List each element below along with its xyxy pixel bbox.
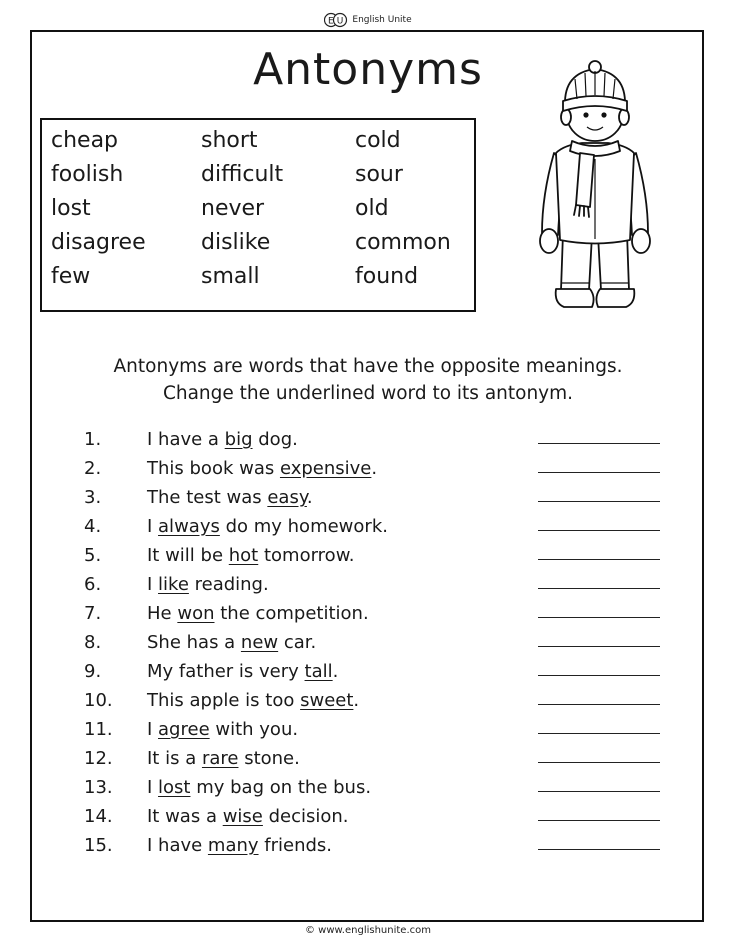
sentence-text-before: It will be <box>147 545 229 566</box>
question-sentence <box>147 690 359 711</box>
underlined-word: expensive <box>279 458 372 479</box>
answer-blank[interactable] <box>538 559 660 560</box>
brand-header <box>0 12 736 28</box>
underlined-word: lost <box>158 777 191 798</box>
question-number: 14. <box>84 806 113 827</box>
question-row <box>0 603 736 627</box>
sentence-text-after: . <box>353 690 360 711</box>
underlined-word: like <box>158 574 189 595</box>
answer-blank[interactable] <box>538 472 660 473</box>
word-bank <box>40 118 476 312</box>
sentence-text-after: . <box>371 458 378 479</box>
question-sentence <box>147 835 332 856</box>
sentence-text-after: decision. <box>262 806 349 827</box>
answer-blank[interactable] <box>538 704 660 705</box>
answer-blank[interactable] <box>538 733 660 734</box>
word-bank-word: old <box>355 196 389 221</box>
word-bank-word: found <box>355 264 419 289</box>
sentence-text-before: I have <box>147 835 208 856</box>
question-row <box>0 719 736 743</box>
underlined-word: many <box>207 835 259 856</box>
answer-blank[interactable] <box>538 820 660 821</box>
word-bank-word: sour <box>355 162 403 187</box>
question-number: 12. <box>84 748 113 769</box>
question-number: 8. <box>84 632 102 653</box>
answer-blank[interactable] <box>538 791 660 792</box>
answer-blank[interactable] <box>538 501 660 502</box>
question-number: 2. <box>84 458 102 479</box>
sentence-text-after: tomorrow. <box>258 545 355 566</box>
sentence-text-before: This book was <box>147 458 280 479</box>
sentence-text-before: I <box>147 777 159 798</box>
boy-illustration <box>534 55 656 313</box>
underlined-word: easy <box>267 487 307 508</box>
answer-blank[interactable] <box>538 849 660 850</box>
question-row <box>0 429 736 453</box>
word-bank-word: cold <box>355 128 401 153</box>
answer-blank[interactable] <box>538 588 660 589</box>
answer-blank[interactable] <box>538 762 660 763</box>
question-number: 7. <box>84 603 102 624</box>
question-sentence <box>147 429 298 450</box>
instructions-line-2: Change the underlined word to its antonym. <box>162 383 574 404</box>
brand-name: English Unite <box>352 15 412 25</box>
sentence-text-before: I have a <box>147 429 225 450</box>
question-sentence <box>147 487 313 508</box>
underlined-word: big <box>224 429 253 450</box>
question-row <box>0 835 736 859</box>
question-row <box>0 574 736 598</box>
question-sentence <box>147 545 354 566</box>
answer-blank[interactable] <box>538 675 660 676</box>
english-unite-logo-icon <box>324 12 348 28</box>
question-number: 1. <box>84 429 102 450</box>
answer-blank[interactable] <box>538 443 660 444</box>
question-row <box>0 661 736 685</box>
question-sentence <box>147 748 300 769</box>
question-sentence <box>147 777 371 798</box>
answer-blank[interactable] <box>538 617 660 618</box>
sentence-text-after: . <box>332 661 339 682</box>
question-number: 3. <box>84 487 102 508</box>
sentence-text-after: car. <box>278 632 317 653</box>
question-number: 6. <box>84 574 102 595</box>
question-number: 11. <box>84 719 113 740</box>
underlined-word: sweet <box>300 690 354 711</box>
svg-text:U: U <box>337 16 344 27</box>
page-title: Antonyms <box>253 44 483 95</box>
question-number: 10. <box>84 690 113 711</box>
question-row <box>0 516 736 540</box>
question-sentence <box>147 806 349 827</box>
footer-copyright: © www.englishunite.com <box>305 925 431 936</box>
question-row <box>0 806 736 830</box>
underlined-word: new <box>240 632 279 653</box>
word-bank-word: dislike <box>201 230 271 255</box>
question-number: 4. <box>84 516 102 537</box>
question-row <box>0 748 736 772</box>
question-sentence <box>147 458 377 479</box>
question-row <box>0 690 736 714</box>
question-sentence <box>147 632 316 653</box>
word-bank-word: few <box>51 264 91 289</box>
question-row <box>0 545 736 569</box>
sentence-text-after: . <box>306 487 313 508</box>
question-sentence <box>147 516 388 537</box>
word-bank-word: foolish <box>51 162 124 187</box>
sentence-text-before: My father is very <box>147 661 305 682</box>
sentence-text-before: It was a <box>147 806 223 827</box>
sentence-text-before: He <box>147 603 178 624</box>
question-row <box>0 458 736 482</box>
underlined-word: agree <box>158 719 210 740</box>
question-sentence <box>147 574 269 595</box>
underlined-word: won <box>177 603 215 624</box>
svg-text:E: E <box>328 16 335 27</box>
sentence-text-before: I <box>147 719 159 740</box>
sentence-text-after: my bag on the bus. <box>190 777 372 798</box>
instructions-line-1: Antonyms are words that have the opposite meanings. <box>113 356 623 377</box>
instructions <box>0 353 736 407</box>
underlined-word: rare <box>201 748 239 769</box>
sentence-text-after: the competition. <box>214 603 369 624</box>
sentence-text-before: It is a <box>147 748 202 769</box>
answer-blank[interactable] <box>538 646 660 647</box>
sentence-text-after: dog. <box>252 429 298 450</box>
sentence-text-after: stone. <box>238 748 300 769</box>
word-bank-word: short <box>201 128 258 153</box>
sentence-text-before: She has a <box>147 632 241 653</box>
word-bank-word: small <box>201 264 260 289</box>
question-number: 5. <box>84 545 102 566</box>
sentence-text-after: reading. <box>188 574 269 595</box>
sentence-text-after: friends. <box>258 835 333 856</box>
question-sentence <box>147 603 369 624</box>
underlined-word: tall <box>304 661 333 682</box>
question-sentence <box>147 719 298 740</box>
word-bank-word: difficult <box>201 162 284 187</box>
word-bank-word: cheap <box>51 128 119 153</box>
underlined-word: hot <box>228 545 259 566</box>
question-number: 9. <box>84 661 102 682</box>
question-sentence <box>147 661 338 682</box>
word-bank-word: lost <box>51 196 91 221</box>
underlined-word: always <box>158 516 220 537</box>
sentence-text-before: The test was <box>147 487 268 508</box>
sentence-text-after: with you. <box>209 719 299 740</box>
question-number: 15. <box>84 835 113 856</box>
underlined-word: wise <box>222 806 263 827</box>
question-row <box>0 777 736 801</box>
sentence-text-before: I <box>147 516 159 537</box>
answer-blank[interactable] <box>538 530 660 531</box>
sentence-text-before: I <box>147 574 159 595</box>
question-row <box>0 487 736 511</box>
word-bank-word: common <box>355 230 451 255</box>
word-bank-word: disagree <box>51 230 146 255</box>
question-row <box>0 632 736 656</box>
word-bank-word: never <box>201 196 265 221</box>
sentence-text-before: This apple is too <box>147 690 301 711</box>
sentence-text-after: do my homework. <box>219 516 388 537</box>
question-number: 13. <box>84 777 113 798</box>
